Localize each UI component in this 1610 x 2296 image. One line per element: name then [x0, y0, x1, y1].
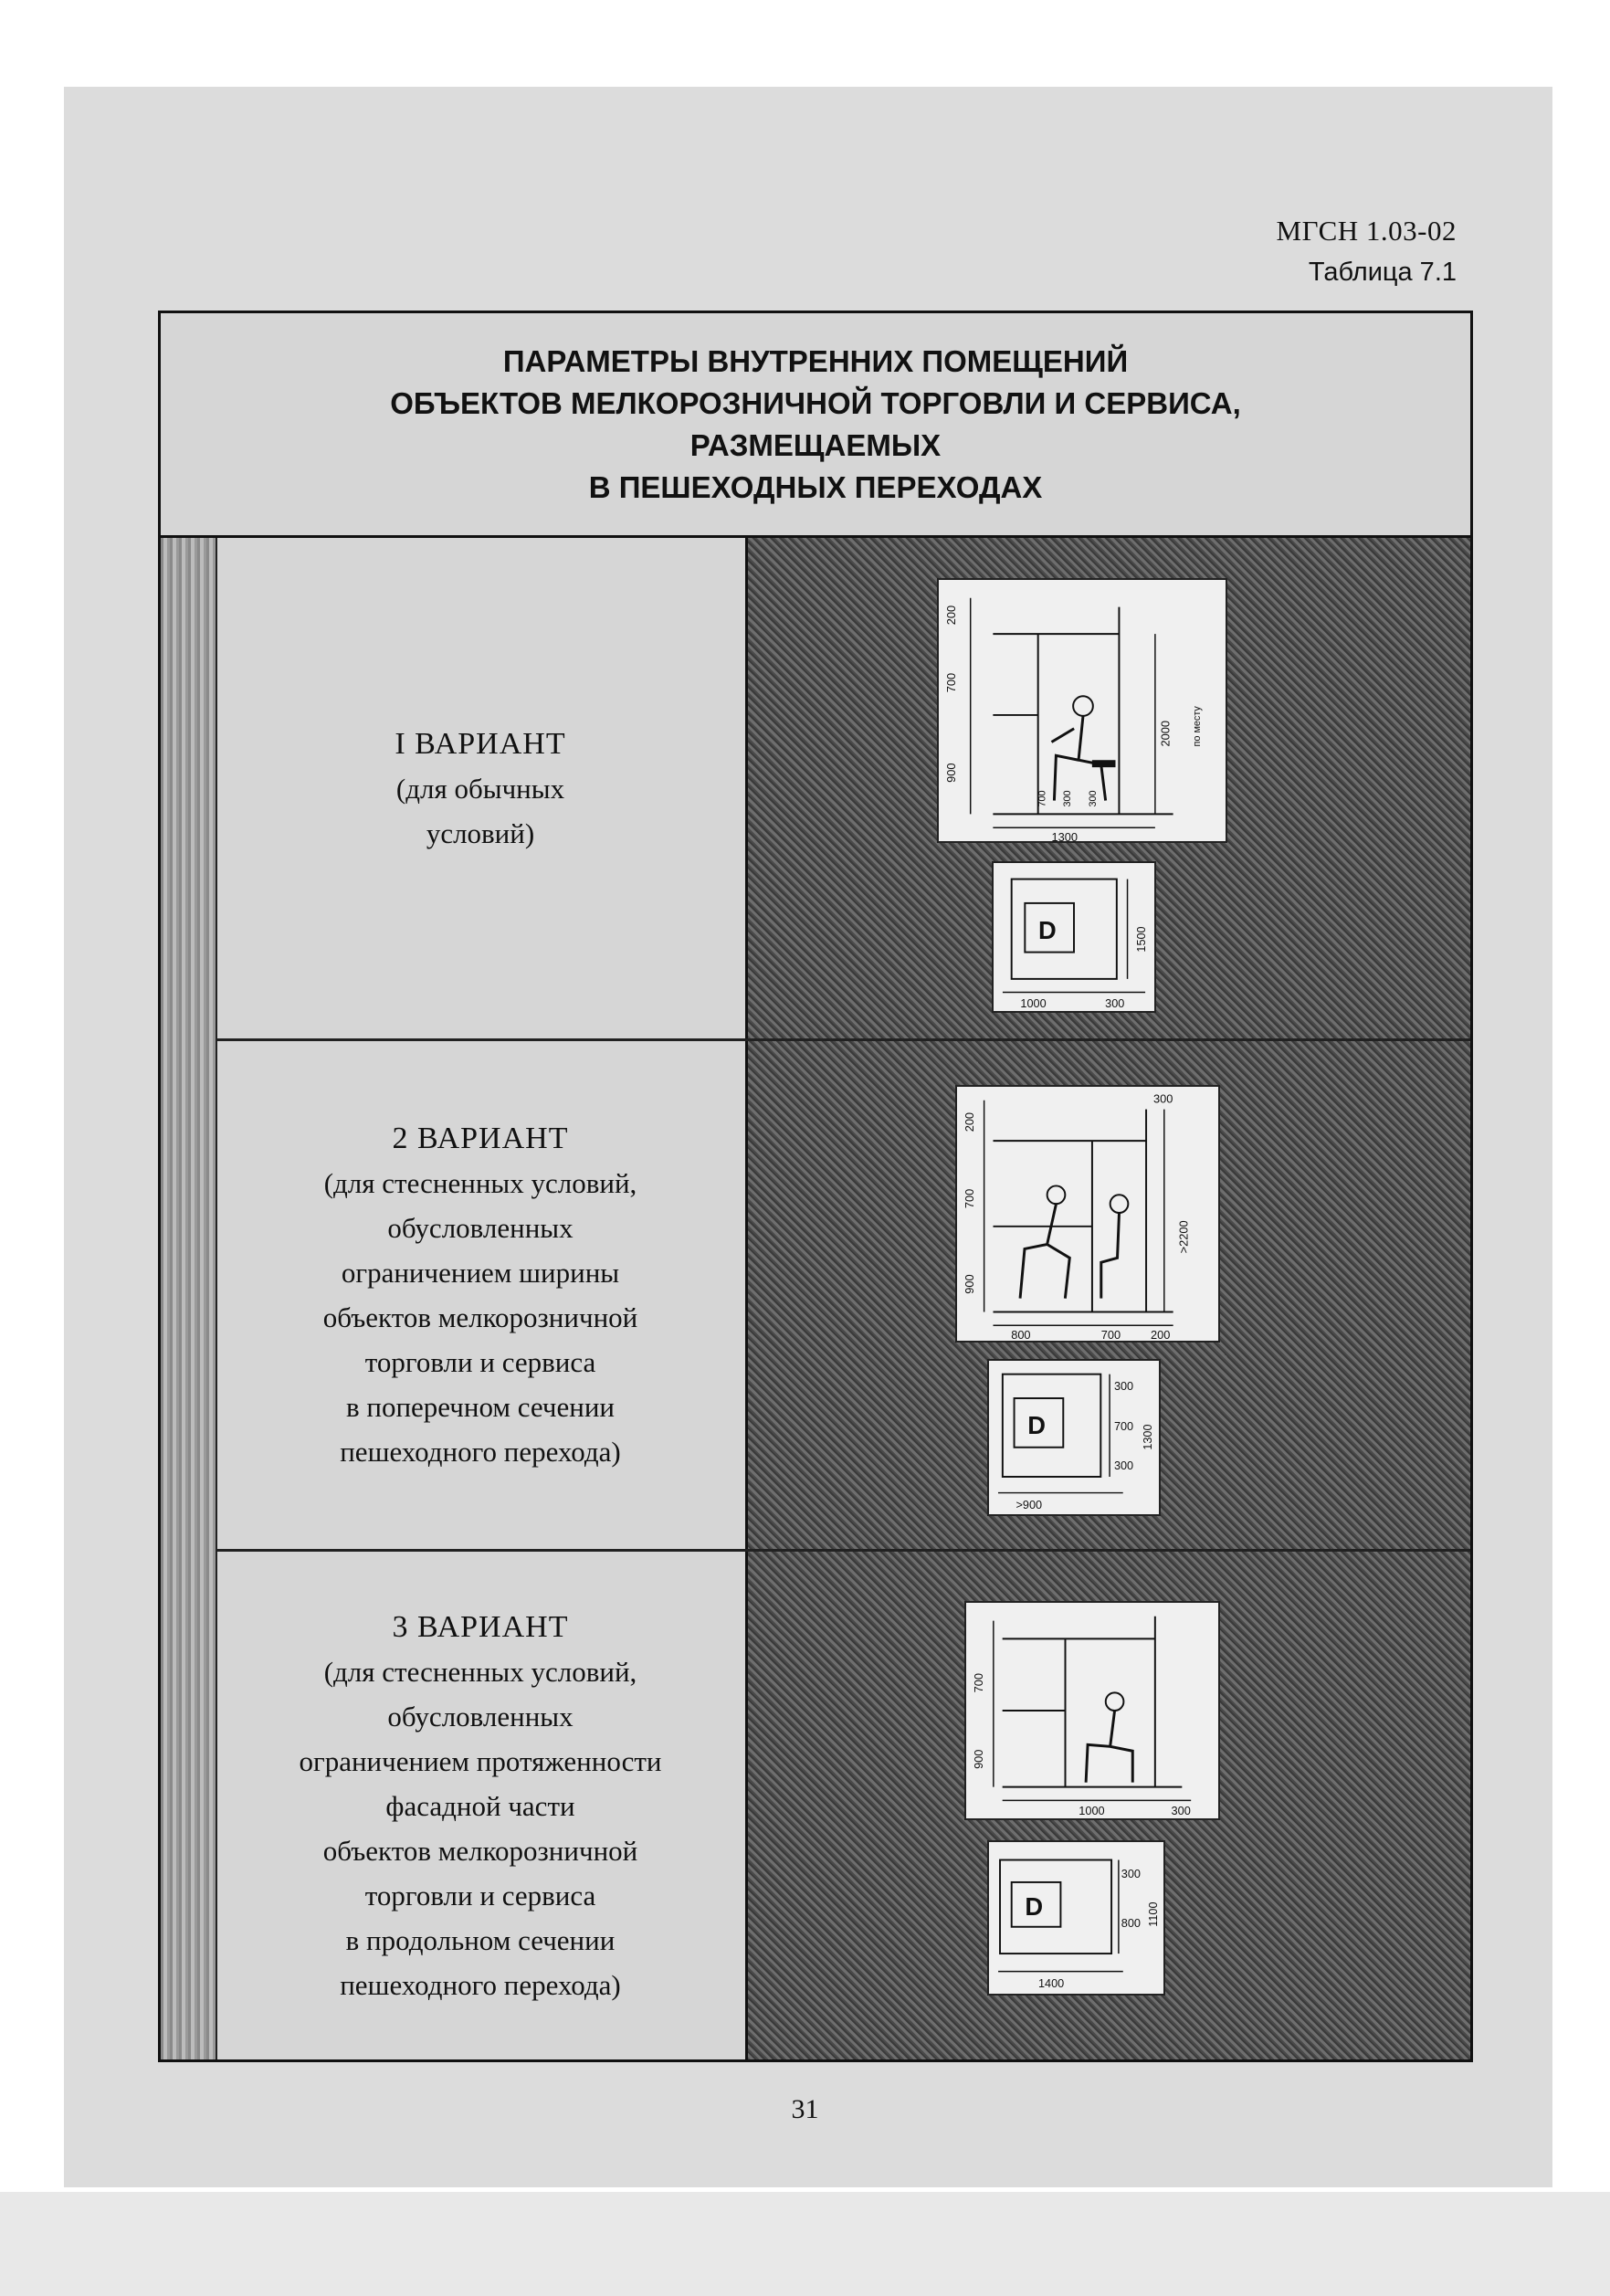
scan-bottom-margin — [0, 2192, 1610, 2296]
variant-2-plan-drawing — [987, 1359, 1161, 1516]
variant-3-line: обусловленных — [387, 1700, 573, 1733]
table-title-line: В ПЕШЕХОДНЫХ ПЕРЕХОДАХ — [588, 469, 1043, 504]
variant-2-section-drawing — [955, 1085, 1220, 1343]
variant-3-line: объектов мелкорозничной — [322, 1834, 638, 1867]
dim-height-note: по месту — [1192, 706, 1204, 747]
dim-bottom-b: 300 — [1171, 1804, 1191, 1818]
dim-mid: 700 — [943, 672, 958, 693]
dim-plan-width: 1000 — [1020, 997, 1047, 1011]
variant-2-line: пешеходного перехода) — [340, 1436, 621, 1468]
parameters-table — [158, 311, 1473, 2062]
dim-plan-stack-b: 700 — [1113, 1420, 1134, 1434]
variant-1-title: I ВАРИАНТ — [395, 726, 566, 761]
dim-low: 900 — [943, 763, 958, 783]
variant-1-section-drawing — [937, 578, 1227, 843]
variant-3-line: пешеходного перехода) — [340, 1968, 621, 2001]
variant-2-line: торговли и сервиса — [364, 1346, 596, 1378]
dim-height: 2000 — [1158, 720, 1173, 747]
plan-symbol: D — [1037, 915, 1057, 944]
dim-plan-width: >900 — [1015, 1499, 1043, 1512]
variant-2-line: ограничением ширины — [341, 1257, 620, 1289]
variant-2-line: (для стесненных условий, — [323, 1167, 637, 1199]
variant-3-title: 3 ВАРИАНТ — [392, 1609, 569, 1644]
table-title-line: РАЗМЕЩАЕМЫХ — [689, 427, 942, 462]
dim-plan-stack-c: 300 — [1113, 1459, 1134, 1473]
table-title — [161, 313, 1470, 538]
dim-plan-stack-a: 300 — [1121, 1868, 1141, 1881]
dim-low: 900 — [962, 1274, 976, 1294]
variant-2-line: объектов мелкорозничной — [322, 1301, 638, 1333]
variant-1-plan-drawing — [992, 861, 1156, 1013]
variant-2-description — [216, 1041, 745, 1549]
dim-plan-stack-a: 300 — [1113, 1380, 1134, 1394]
dim-top: 200 — [943, 605, 958, 626]
dim-plan-total: 1100 — [1146, 1901, 1160, 1927]
dim-height: >2200 — [1176, 1220, 1191, 1254]
variant-2-line: обусловленных — [387, 1212, 573, 1244]
dim-side-top: 300 — [1152, 1091, 1173, 1106]
dim-bottom-a: 700 — [1037, 790, 1048, 807]
dim-mid: 700 — [972, 1673, 986, 1693]
dim-top: 200 — [962, 1111, 976, 1132]
variant-2-line: в поперечном сечении — [345, 1391, 615, 1423]
dim-bottom-a: 800 — [1011, 1328, 1031, 1341]
dim-plan-width: 1400 — [1038, 1977, 1065, 1991]
variant-1-line: (для обычных — [395, 772, 565, 805]
variant-3-line: торговли и сервиса — [364, 1879, 596, 1912]
variant-3-line: в продольном сечении — [345, 1923, 616, 1956]
plan-symbol: D — [1025, 1892, 1044, 1922]
variant-3-plan-drawing — [987, 1840, 1165, 1996]
document-code: МГСН 1.03-02 — [1276, 215, 1457, 247]
table-title-line: ОБЪЕКТОВ МЕЛКОРОЗНИЧНОЙ ТОРГОВЛИ И СЕРВИСА, — [390, 385, 1241, 420]
plan-symbol: D — [1027, 1411, 1046, 1440]
dim-bottom-b: 300 — [1062, 790, 1074, 807]
dim-bottom-c: 200 — [1151, 1328, 1171, 1341]
dim-plan-stack-b: 800 — [1121, 1916, 1141, 1930]
dim-bottom-c: 300 — [1087, 790, 1099, 807]
table-label: Таблица 7.1 — [1308, 258, 1457, 287]
dim-bottom-b: 700 — [1100, 1328, 1121, 1341]
variant-3-description — [216, 1552, 745, 2059]
dim-plan-depth: 1500 — [1135, 926, 1149, 953]
variant-3-line: фасадной части — [385, 1789, 575, 1822]
dim-plan-total: 1300 — [1141, 1424, 1154, 1450]
dim-mid: 700 — [962, 1188, 976, 1209]
variant-1-description — [216, 538, 745, 1038]
variant-1-line: условий) — [426, 816, 535, 849]
variant-2-title: 2 ВАРИАНТ — [392, 1122, 569, 1155]
dim-width: 1300 — [1051, 830, 1078, 841]
variant-3-line: (для стесненных условий, — [323, 1655, 637, 1688]
dim-bottom-a: 1000 — [1079, 1804, 1105, 1818]
variant-3-line: ограничением протяженности — [299, 1744, 662, 1777]
dim-low: 900 — [972, 1749, 986, 1769]
scan-left-strip — [161, 538, 217, 2059]
variant-3-section-drawing — [964, 1601, 1220, 1820]
dim-plan-side: 300 — [1105, 997, 1125, 1011]
table-title-line: ПАРАМЕТРЫ ВНУТРЕННИХ ПОМЕЩЕНИЙ — [502, 343, 1129, 378]
page-number: 31 — [791, 2094, 819, 2124]
